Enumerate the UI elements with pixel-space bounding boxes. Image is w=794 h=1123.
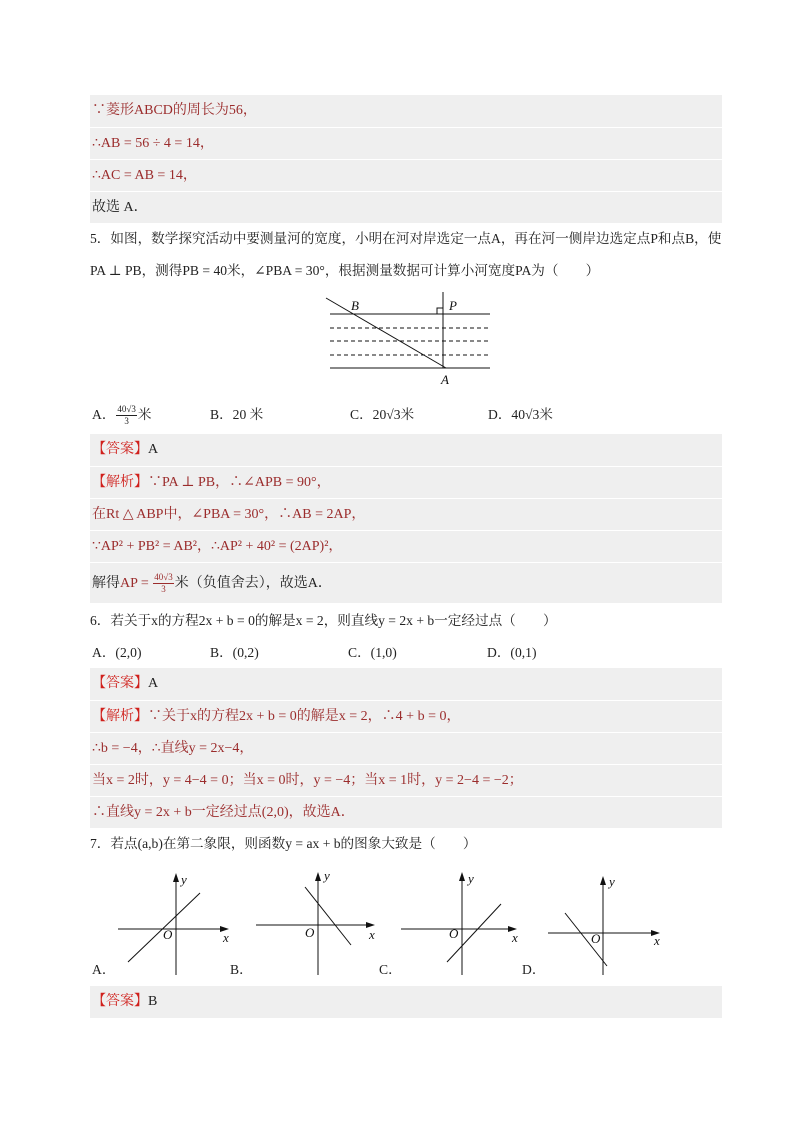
y-axis-arrow [459, 872, 465, 881]
q6-option-c [348, 637, 397, 669]
graph-d [548, 874, 660, 975]
option-letter: B． [210, 645, 233, 660]
answer-row [90, 986, 722, 1018]
analysis-label: 【解析】 [92, 475, 148, 490]
graph-a [118, 872, 229, 975]
q7-option-d-label: D． [522, 962, 546, 977]
fraction-numerator: 40√3 [154, 572, 173, 583]
option-letter: D． [488, 407, 512, 422]
origin-label: O [591, 931, 601, 946]
answer-value: A [148, 442, 159, 457]
fraction [153, 572, 173, 595]
q7-solution-panel [90, 986, 722, 1018]
origin-label: O [305, 925, 315, 940]
analysis-final-line [90, 562, 722, 603]
origin-label: O [163, 927, 173, 942]
option-letter: D． [487, 645, 511, 660]
option-value: 20 米 [232, 407, 264, 422]
q7-option-b-label: B． [230, 962, 253, 977]
q5-option-d [488, 399, 553, 431]
analysis-text: ∵PA ⊥ PB，∴∠APB = 90°， [148, 475, 331, 490]
answer-row [90, 434, 722, 466]
option-letter: C． [348, 645, 371, 660]
q5-option-a [92, 399, 151, 431]
analysis-row [90, 466, 722, 498]
option-letter: A． [92, 645, 116, 660]
option-value: (0,1) [510, 645, 537, 660]
origin-label: O [449, 926, 459, 941]
fraction-denominator: 3 [161, 584, 166, 595]
option-value: (1,0) [370, 645, 397, 660]
analysis-row [90, 700, 722, 732]
q5-stem-line-2: PA ⊥ PB，测得PB = 40米，∠PBA = 30°，根据测量数据可计算小河宽度PA为（ ） [90, 263, 600, 278]
y-axis-arrow [173, 873, 179, 882]
q7-option-c-label: C． [379, 962, 402, 977]
final-math: AP = [120, 576, 153, 591]
analysis-line: 当x = 2时，y = 4−4 = 0；当x = 0时，y = −4；当x = 1时，y = 2−4 = −2； [90, 764, 722, 796]
option-value: (2,0) [115, 645, 142, 660]
q5-river-figure [320, 288, 500, 388]
function-line [565, 913, 607, 966]
q5-options [0, 399, 794, 431]
answer-label: 【答案】 [92, 676, 148, 691]
q7-stem: 7．若点(a,b)在第二象限，则函数y = ax + b的图象大致是（ ） [90, 836, 477, 851]
q6-stem: 6．若关于x的方程2x + b = 0的解是x = 2，则直线y = 2x + b一定经过点（ ） [90, 613, 557, 628]
x-axis-label: x [223, 930, 229, 945]
answer-value: A [148, 676, 159, 691]
point-label-p: P [449, 298, 457, 313]
fraction [116, 404, 136, 427]
option-letter: A． [92, 407, 116, 422]
x-axis-label: x [369, 927, 375, 942]
solution-conclusion: 故选 A． [90, 191, 722, 223]
answer-value: B [148, 994, 158, 1009]
answer-label: 【答案】 [92, 994, 148, 1009]
answer-row [90, 668, 722, 700]
option-value: (0,2) [232, 645, 259, 660]
fraction-numerator: 40√3 [117, 404, 136, 415]
analysis-text: ∵关于x的方程2x + b = 0的解是x = 2，∴4 + b = 0， [148, 709, 461, 724]
analysis-line: ∵AP² + PB² = AB²，∴AP² + 40² = (2AP)²， [90, 530, 722, 562]
point-label-a: A [441, 372, 449, 387]
point-label-b: B [351, 298, 359, 313]
final-prefix: 解得 [92, 576, 120, 591]
solution-line: ∵菱形ABCD的周长为56， [92, 103, 257, 118]
y-axis-arrow [600, 876, 606, 885]
option-letter: C． [350, 407, 373, 422]
q6-option-d [487, 637, 536, 669]
option-value: 40√3米 [511, 407, 553, 422]
answer-label: 【答案】 [92, 442, 148, 457]
fraction-denominator: 3 [124, 416, 129, 427]
solution-line: ∴AC = AB = 14， [90, 159, 722, 191]
right-angle-mark [437, 308, 443, 314]
analysis-line: ∴直线y = 2x + b一定经过点(2,0)，故选A． [90, 796, 722, 828]
q5-stem-line-1: 5．如图，数学探究活动中要测量河的宽度，小明在河对岸选定一点A，再在河一侧岸边选定点P和点B，使 [90, 231, 722, 246]
q5-option-c [350, 399, 414, 431]
y-axis-label: y [609, 874, 615, 889]
analysis-line: 在Rt △ ABP中，∠PBA = 30°，∴AB = 2AP， [90, 498, 722, 530]
graph-c [401, 871, 518, 975]
solution-line: ∴AB = 56 ÷ 4 = 14， [90, 127, 722, 159]
q5-option-b [210, 399, 263, 431]
option-letter: B． [210, 407, 233, 422]
analysis-line: ∴b = −4，∴直线y = 2x−4， [90, 732, 722, 764]
option-value: 20√3米 [372, 407, 415, 422]
y-axis-arrow [315, 872, 321, 881]
y-axis-label: y [324, 868, 330, 883]
q5-solution-panel [90, 434, 722, 603]
final-suffix: 米（负值舍去），故选A． [174, 576, 332, 591]
prev-solution-panel [90, 95, 722, 223]
q6-solution-panel [90, 668, 722, 828]
graph-b [256, 868, 375, 975]
y-axis-label: y [181, 872, 187, 887]
q6-option-b [210, 637, 259, 669]
option-unit: 米 [137, 407, 152, 422]
x-axis-label: x [512, 930, 518, 945]
q6-option-a [92, 637, 141, 669]
q6-options [0, 637, 794, 669]
y-axis-label: y [468, 871, 474, 886]
analysis-label: 【解析】 [92, 709, 148, 724]
segment-ba [326, 298, 446, 368]
x-axis-label: x [654, 933, 660, 948]
q7-option-a-label: A． [92, 962, 116, 977]
